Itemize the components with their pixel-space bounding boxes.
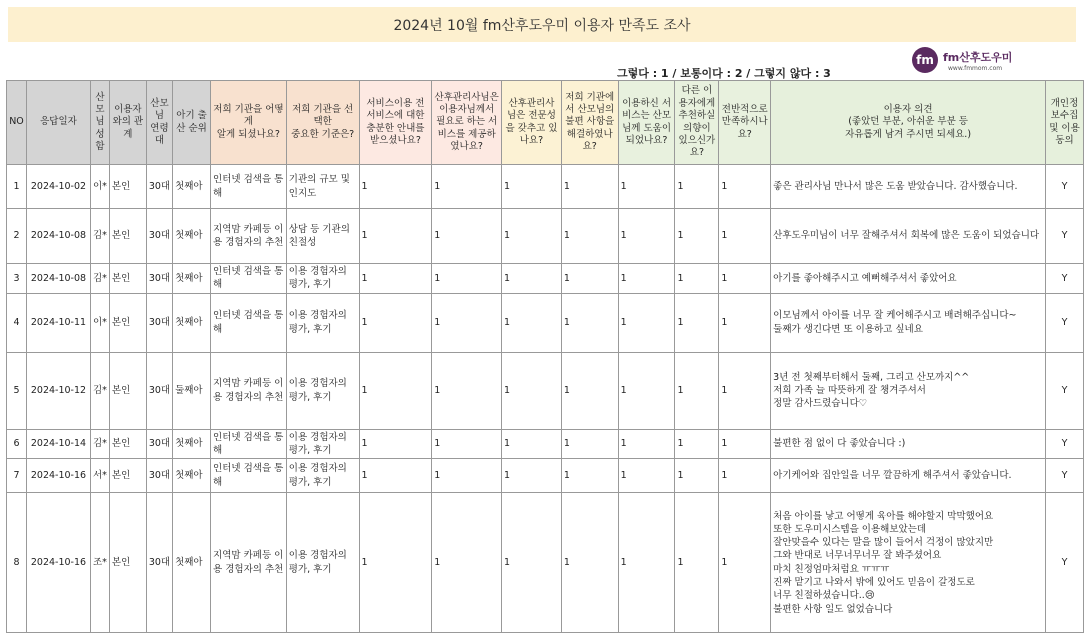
- row-age: 30대: [146, 459, 172, 493]
- row-opinion: 아기케어와 집안일을 너무 깔끔하게 해주셔서 좋았습니다.: [771, 459, 1046, 493]
- table-row: [7, 165, 1084, 209]
- row-consent: Y: [1045, 264, 1083, 294]
- row-relation: 본인: [109, 293, 146, 352]
- row-relation: 본인: [109, 459, 146, 493]
- row-name: 서*: [90, 459, 109, 493]
- row-q-service: 1: [432, 209, 502, 264]
- col-recommend: 다른 이용자에게 추천하실 의향이 있으신가요?: [675, 81, 719, 165]
- row-date: 2024-10-08: [26, 209, 90, 264]
- survey-title: 2024년 10월 fm산후도우미 이용자 만족도 조사: [393, 17, 691, 34]
- row-q-expertise: 1: [502, 264, 562, 294]
- row-birth-order: 첫째아: [173, 209, 211, 264]
- row-q-recommend: 1: [675, 459, 719, 493]
- row-age: 30대: [146, 165, 172, 209]
- row-no: 3: [7, 264, 27, 294]
- row-how-found: 지역맘 카페등 이용 경험자의 추천: [211, 209, 287, 264]
- col-mother-name: 산모님성함: [90, 81, 109, 165]
- row-q-overall: 1: [719, 293, 771, 352]
- row-q-guidance: 1: [359, 352, 432, 429]
- row-how-found: 인터넷 검색을 통해: [211, 459, 287, 493]
- col-helpful: 이용하신 서비스는 산모님께 도움이 되었나요?: [618, 81, 675, 165]
- row-no: 8: [7, 493, 27, 633]
- row-age: 30대: [146, 429, 172, 459]
- row-opinion: 3년 전 첫째부터해서 둘째, 그리고 산모까지^^ 저희 가족 늘 따뜻하게 잘 챙겨주셔서 정말 감사드렸습니다♡: [771, 352, 1046, 429]
- row-q-overall: 1: [719, 209, 771, 264]
- row-q-guidance: 1: [359, 493, 432, 633]
- row-opinion: 처음 아이를 낳고 어떻게 육아를 해야할지 막막했어요 또한 도우미시스템을 이용해보았는데 잘안맞을수 있다는 말을 많이 들어서 걱정이 많았지만 그와 반대로 너무너무너무 잘 봐주셨어요 마치 친정엄마처럼요 ㅠㅠㅠ 진짜 맡기고 나와서 밖에 있어도 믿음이 갈정도로 너무 친절하셨습니다..😢 불편한 사항 일도 없었습니다: [771, 493, 1046, 633]
- row-relation: 본인: [109, 165, 146, 209]
- row-q-complaint: 1: [561, 493, 618, 633]
- row-consent: Y: [1045, 429, 1083, 459]
- row-q-overall: 1: [719, 493, 771, 633]
- row-q-recommend: 1: [675, 209, 719, 264]
- row-q-helpful: 1: [618, 264, 675, 294]
- row-criteria: 이용 경험자의 평가, 후기: [286, 352, 359, 429]
- col-birth-order: 아기 출산 순위: [173, 81, 211, 165]
- table-row: [7, 209, 1084, 264]
- logo-url: www.fmmom.com: [948, 65, 1003, 72]
- row-criteria: 이용 경험자의 평가, 후기: [286, 459, 359, 493]
- row-q-helpful: 1: [618, 493, 675, 633]
- row-q-complaint: 1: [561, 352, 618, 429]
- row-q-complaint: 1: [561, 209, 618, 264]
- row-q-recommend: 1: [675, 493, 719, 633]
- row-q-service: 1: [432, 493, 502, 633]
- row-q-guidance: 1: [359, 459, 432, 493]
- survey-title-bar: [8, 7, 1076, 42]
- row-birth-order: 둘째아: [173, 352, 211, 429]
- row-name: 김*: [90, 264, 109, 294]
- row-q-service: 1: [432, 293, 502, 352]
- rating-legend: 그렇다 : 1 / 보통이다 : 2 / 그렇지 않다 : 3: [617, 67, 831, 80]
- table-row: [7, 264, 1084, 294]
- row-q-expertise: 1: [502, 459, 562, 493]
- row-q-recommend: 1: [675, 429, 719, 459]
- row-relation: 본인: [109, 352, 146, 429]
- company-logo: [912, 47, 1032, 77]
- table-row: [7, 352, 1084, 429]
- row-q-complaint: 1: [561, 293, 618, 352]
- row-q-overall: 1: [719, 264, 771, 294]
- row-name: 이*: [90, 293, 109, 352]
- row-how-found: 인터넷 검색을 통해: [211, 429, 287, 459]
- row-q-guidance: 1: [359, 264, 432, 294]
- row-criteria: 이용 경험자의 평가, 후기: [286, 264, 359, 294]
- row-q-recommend: 1: [675, 352, 719, 429]
- row-q-expertise: 1: [502, 429, 562, 459]
- row-consent: Y: [1045, 493, 1083, 633]
- row-criteria: 이용 경험자의 평가, 후기: [286, 493, 359, 633]
- survey-table: [6, 80, 1084, 633]
- row-date: 2024-10-16: [26, 493, 90, 633]
- row-name: 김*: [90, 429, 109, 459]
- row-q-overall: 1: [719, 165, 771, 209]
- row-consent: Y: [1045, 459, 1083, 493]
- row-age: 30대: [146, 493, 172, 633]
- col-relation: 이용자와의 관계: [109, 81, 146, 165]
- row-criteria: 상담 등 기관의 친절성: [286, 209, 359, 264]
- row-age: 30대: [146, 264, 172, 294]
- row-date: 2024-10-08: [26, 264, 90, 294]
- row-criteria: 이용 경험자의 평가, 후기: [286, 293, 359, 352]
- col-privacy-consent: 개인정보수집 및 이용 동의: [1045, 81, 1083, 165]
- row-opinion: 이모님께서 아이를 너무 잘 케어해주시고 배려해주십니다~ 둘째가 생긴다면 또 이용하고 싶네요: [771, 293, 1046, 352]
- col-selection-criteria: 저희 기관을 선택한 중요한 기준은?: [286, 81, 359, 165]
- col-date: 응답일자: [26, 81, 90, 165]
- row-q-helpful: 1: [618, 209, 675, 264]
- row-q-expertise: 1: [502, 493, 562, 633]
- row-how-found: 지역맘 카페등 이용 경험자의 추천: [211, 352, 287, 429]
- row-date: 2024-10-02: [26, 165, 90, 209]
- header-row: [7, 81, 1084, 165]
- row-q-guidance: 1: [359, 165, 432, 209]
- row-name: 김*: [90, 352, 109, 429]
- row-opinion: 불편한 점 없이 다 좋았습니다 :): [771, 429, 1046, 459]
- row-q-expertise: 1: [502, 352, 562, 429]
- row-consent: Y: [1045, 165, 1083, 209]
- row-how-found: 인터넷 검색을 통해: [211, 293, 287, 352]
- row-no: 5: [7, 352, 27, 429]
- row-name: 이*: [90, 165, 109, 209]
- row-age: 30대: [146, 209, 172, 264]
- row-q-guidance: 1: [359, 293, 432, 352]
- row-q-helpful: 1: [618, 429, 675, 459]
- row-q-expertise: 1: [502, 209, 562, 264]
- row-date: 2024-10-12: [26, 352, 90, 429]
- row-q-expertise: 1: [502, 165, 562, 209]
- row-relation: 본인: [109, 429, 146, 459]
- col-service: 산후관리사님은 이용자님께서 필요로 하는 서비스를 제공하였나요?: [432, 81, 502, 165]
- col-guidance: 서비스이용 전 서비스에 대한 충분한 안내를 받으셨나요?: [359, 81, 432, 165]
- col-expertise: 산후관리사님은 전문성을 갖추고 있나요?: [502, 81, 562, 165]
- row-criteria: 기관의 규모 및 인지도: [286, 165, 359, 209]
- row-consent: Y: [1045, 352, 1083, 429]
- row-q-service: 1: [432, 264, 502, 294]
- row-consent: Y: [1045, 209, 1083, 264]
- row-how-found: 지역맘 카페등 이용 경험자의 추천: [211, 493, 287, 633]
- row-no: 6: [7, 429, 27, 459]
- row-no: 7: [7, 459, 27, 493]
- row-relation: 본인: [109, 264, 146, 294]
- row-consent: Y: [1045, 293, 1083, 352]
- row-name: 김*: [90, 209, 109, 264]
- row-date: 2024-10-11: [26, 293, 90, 352]
- row-relation: 본인: [109, 209, 146, 264]
- col-opinion: 이용자 의견 (좋았던 부분, 아쉬운 부분 등 자유롭게 남겨 주시면 되세요.): [771, 81, 1046, 165]
- row-q-overall: 1: [719, 459, 771, 493]
- row-q-recommend: 1: [675, 264, 719, 294]
- row-q-complaint: 1: [561, 459, 618, 493]
- row-q-service: 1: [432, 165, 502, 209]
- row-q-helpful: 1: [618, 293, 675, 352]
- row-no: 1: [7, 165, 27, 209]
- row-q-complaint: 1: [561, 165, 618, 209]
- col-complaint: 저희 기관에서 산모님의 불편 사항을 해결하였나요?: [561, 81, 618, 165]
- row-opinion: 산후도우미님이 너무 잘해주셔서 회복에 많은 도움이 되었습니다: [771, 209, 1046, 264]
- col-how-found: 저희 기관을 어떻게 알게 되셨나요?: [211, 81, 287, 165]
- row-q-guidance: 1: [359, 429, 432, 459]
- logo-mark-icon: fm: [912, 47, 938, 73]
- row-q-service: 1: [432, 352, 502, 429]
- row-opinion: 좋은 관리사님 만나서 많은 도움 받았습니다. 감사했습니다.: [771, 165, 1046, 209]
- table-row: [7, 293, 1084, 352]
- row-name: 조*: [90, 493, 109, 633]
- row-q-complaint: 1: [561, 429, 618, 459]
- row-age: 30대: [146, 352, 172, 429]
- table-row: [7, 459, 1084, 493]
- row-q-overall: 1: [719, 352, 771, 429]
- row-birth-order: 첫째아: [173, 293, 211, 352]
- row-q-expertise: 1: [502, 293, 562, 352]
- table-row: [7, 429, 1084, 459]
- row-age: 30대: [146, 293, 172, 352]
- row-q-service: 1: [432, 429, 502, 459]
- row-birth-order: 첫째아: [173, 165, 211, 209]
- row-date: 2024-10-16: [26, 459, 90, 493]
- row-no: 2: [7, 209, 27, 264]
- row-q-recommend: 1: [675, 293, 719, 352]
- col-age: 산모님 연령대: [146, 81, 172, 165]
- row-opinion: 아기를 좋아해주시고 예뻐해주셔서 좋았어요: [771, 264, 1046, 294]
- row-criteria: 이용 경험자의 평가, 후기: [286, 429, 359, 459]
- row-no: 4: [7, 293, 27, 352]
- row-birth-order: 첫째아: [173, 459, 211, 493]
- row-q-complaint: 1: [561, 264, 618, 294]
- col-overall: 전반적으로 만족하시나요?: [719, 81, 771, 165]
- row-birth-order: 첫째아: [173, 429, 211, 459]
- row-q-guidance: 1: [359, 209, 432, 264]
- row-q-helpful: 1: [618, 352, 675, 429]
- row-how-found: 인터넷 검색을 통해: [211, 165, 287, 209]
- row-q-helpful: 1: [618, 459, 675, 493]
- table-row: [7, 493, 1084, 633]
- row-q-overall: 1: [719, 429, 771, 459]
- row-q-service: 1: [432, 459, 502, 493]
- row-birth-order: 첫째아: [173, 264, 211, 294]
- logo-name: fm산후도우미: [943, 51, 1013, 64]
- row-q-helpful: 1: [618, 165, 675, 209]
- row-date: 2024-10-14: [26, 429, 90, 459]
- row-birth-order: 첫째아: [173, 493, 211, 633]
- row-relation: 본인: [109, 493, 146, 633]
- col-no: NO: [7, 81, 27, 165]
- row-q-recommend: 1: [675, 165, 719, 209]
- row-how-found: 인터넷 검색을 통해: [211, 264, 287, 294]
